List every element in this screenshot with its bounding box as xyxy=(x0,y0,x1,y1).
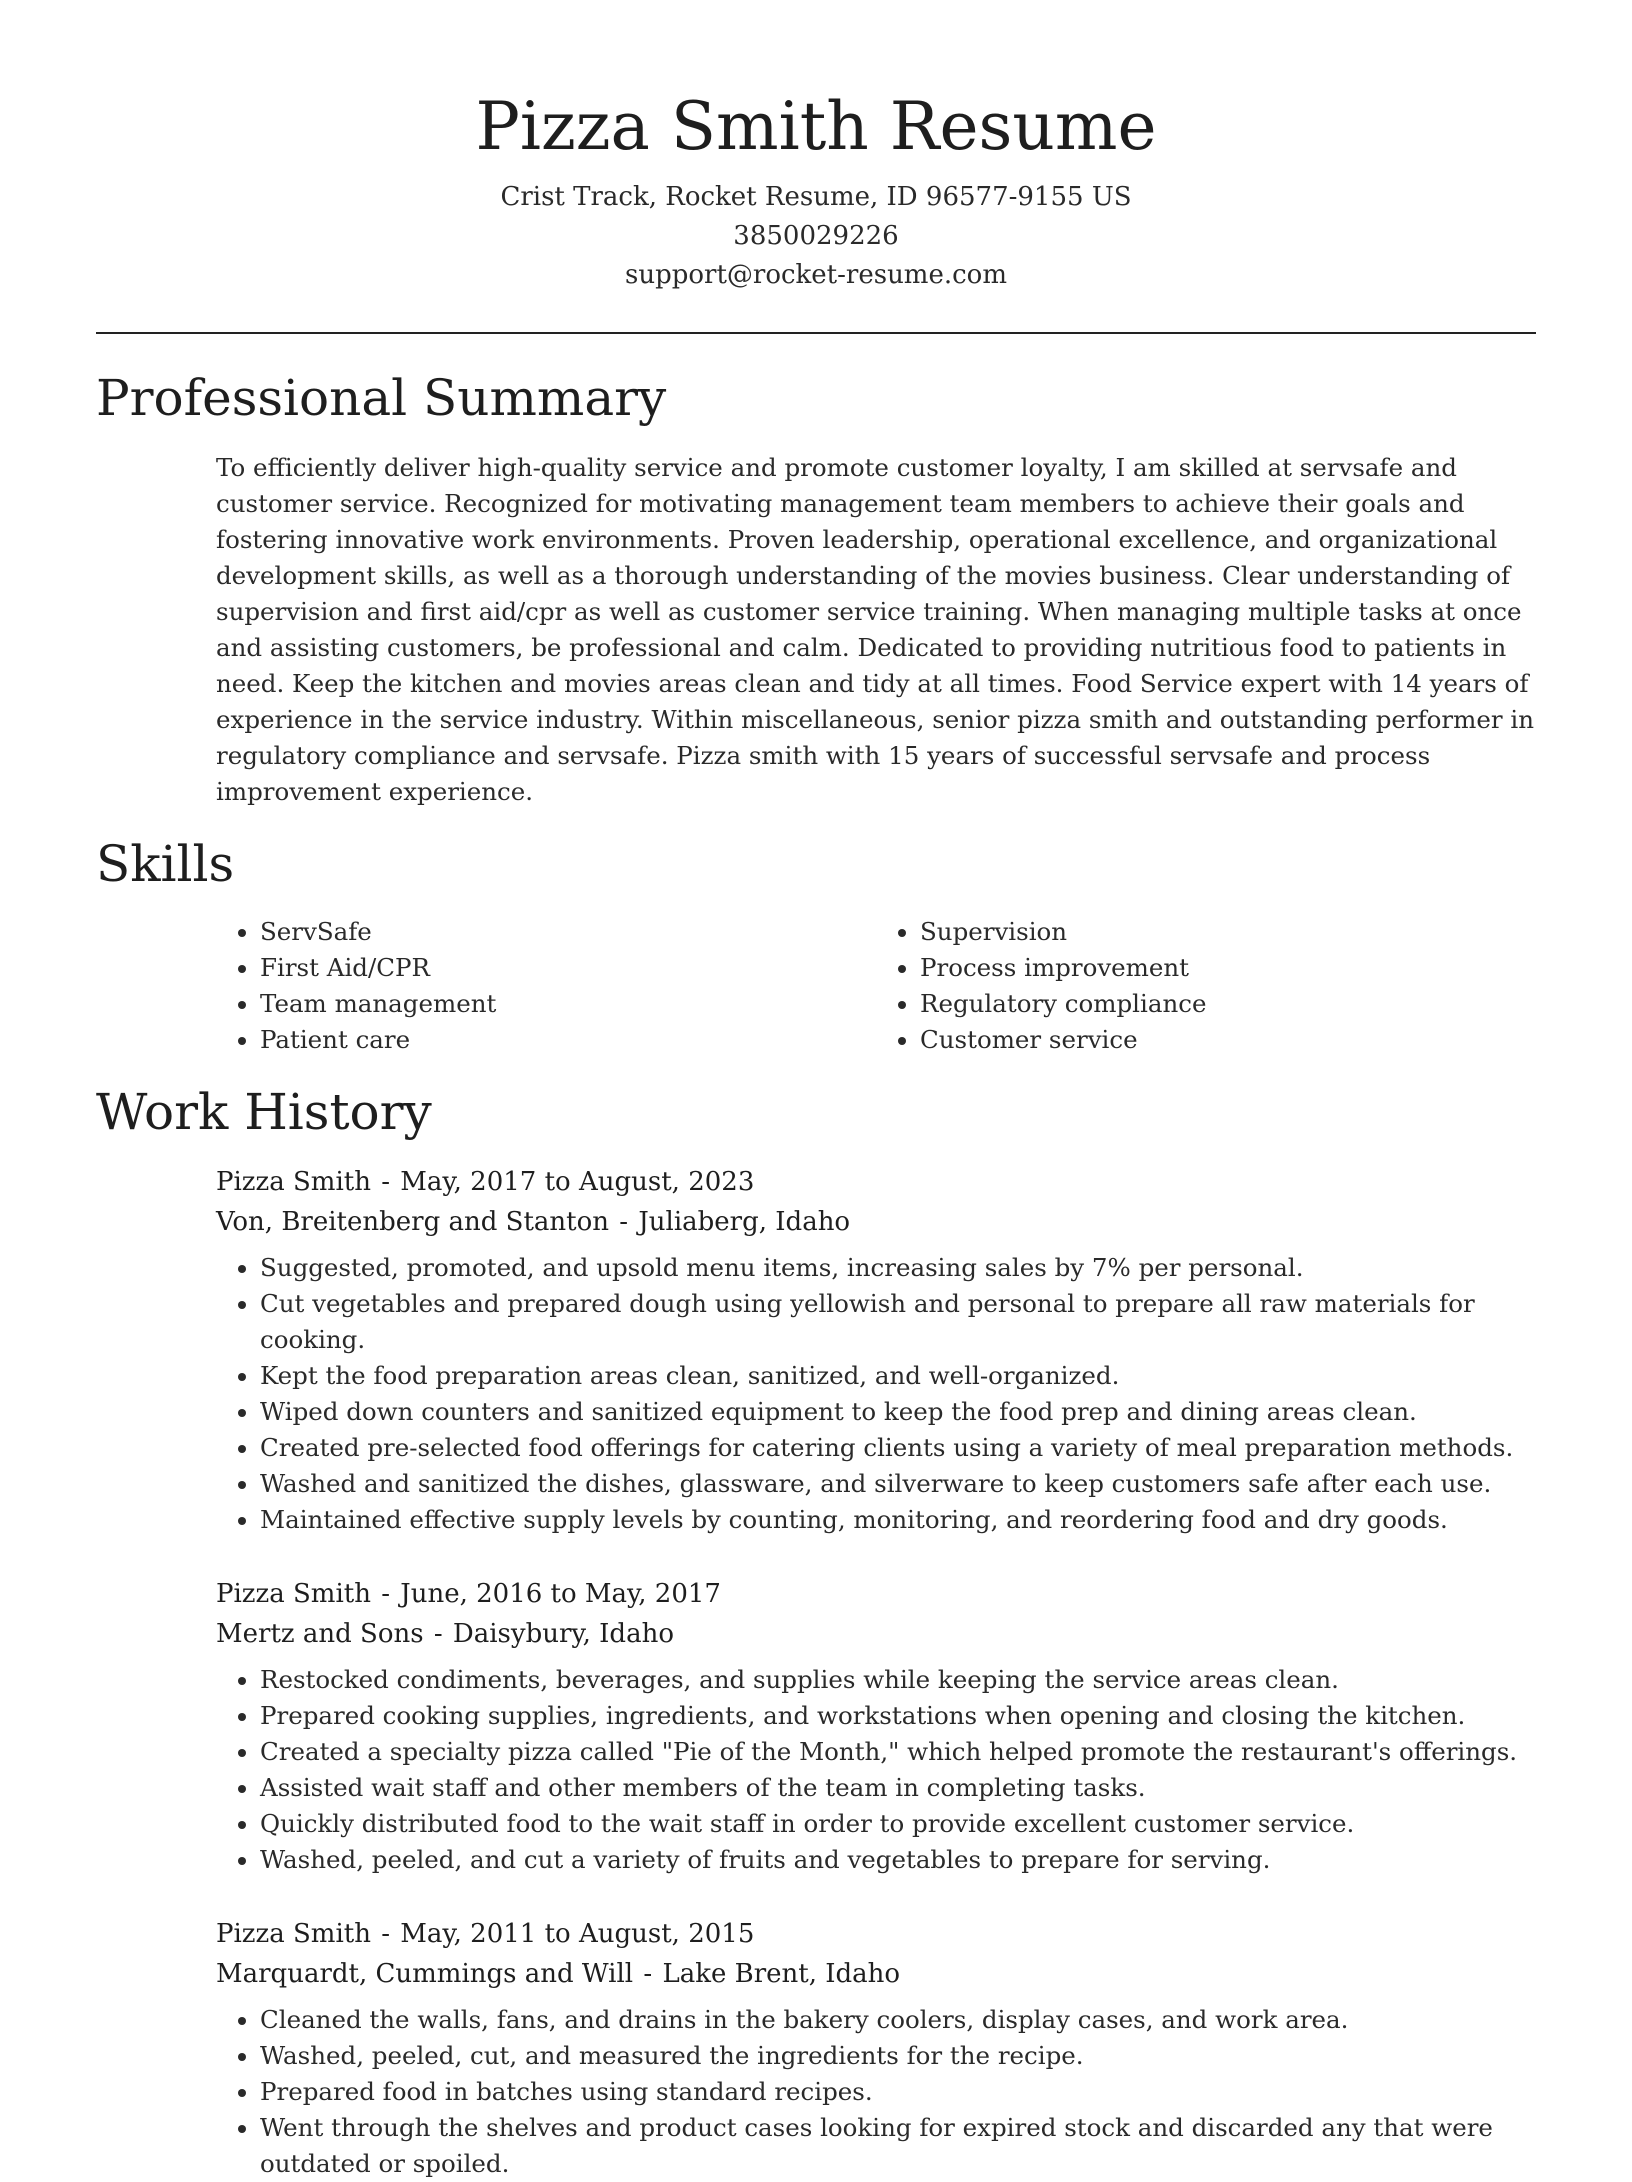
job-company-line xyxy=(216,1954,1536,1994)
job-location: Lake Brent, Idaho xyxy=(662,1959,901,1989)
job-duties xyxy=(216,1662,1536,1878)
job-company: Von, Breitenberg and Stanton xyxy=(216,1207,610,1237)
skill-item: • ServSafe xyxy=(260,914,876,950)
duty-item: • Washed, peeled, and cut a variety of fruits and vegetables to prepare for serving. xyxy=(260,1842,1536,1878)
job-dates: June, 2016 to May, 2017 xyxy=(400,1579,721,1609)
job-title-line xyxy=(216,1574,1536,1614)
job-dates: May, 2011 to August, 2015 xyxy=(400,1919,755,1949)
skills-column-right xyxy=(876,914,1536,1058)
duty-item: • Wiped down counters and sanitized equipment to keep the food prep and dining areas clean. xyxy=(260,1394,1536,1430)
summary-heading: Professional Summary xyxy=(96,369,667,427)
job-duties xyxy=(216,2002,1536,2182)
duty-item: • Assisted wait staff and other members of the team in completing tasks. xyxy=(260,1770,1536,1806)
job-entry xyxy=(216,1914,1536,2182)
job-location: Daisybury, Idaho xyxy=(452,1619,674,1649)
job-location: Juliaberg, Idaho xyxy=(638,1207,851,1237)
resume-name: Pizza Smith Resume xyxy=(475,88,1157,165)
contact-email: support@rocket-resume.com xyxy=(624,260,1007,290)
job-title-line xyxy=(216,1914,1536,1954)
duty-item: • Washed and sanitized the dishes, glassware, and silverware to keep customers safe after each use. xyxy=(260,1466,1536,1502)
job-company: Marquardt, Cummings and Will xyxy=(216,1959,634,1989)
duty-item: • Prepared food in batches using standard recipes. xyxy=(260,2074,1536,2110)
job-separator: - xyxy=(381,1167,391,1197)
job-separator: - xyxy=(643,1959,653,1989)
job-separator: - xyxy=(381,1579,391,1609)
skill-item: • Regulatory compliance xyxy=(920,986,1536,1022)
skill-item: • First Aid/CPR xyxy=(260,950,876,986)
skills-column-left xyxy=(216,914,876,1058)
skill-item: • Process improvement xyxy=(920,950,1536,986)
duty-item: • Cut vegetables and prepared dough using yellowish and personal to prepare all raw materials for cooking. xyxy=(260,1286,1536,1358)
job-entry xyxy=(216,1162,1536,1538)
skills-list xyxy=(216,914,1536,1058)
skill-item: • Customer service xyxy=(920,1022,1536,1058)
job-position: Pizza Smith xyxy=(216,1919,371,1949)
contact-address: Crist Track, Rocket Resume, ID 96577-9155 US xyxy=(500,182,1132,212)
job-entry xyxy=(216,1574,1536,1878)
duty-item: • Created a specialty pizza called "Pie of the Month," which helped promote the restaurant's offerings. xyxy=(260,1734,1536,1770)
skill-item: • Team management xyxy=(260,986,876,1022)
duty-item: • Restocked condiments, beverages, and supplies while keeping the service areas clean. xyxy=(260,1662,1536,1698)
job-company-line xyxy=(216,1202,1536,1242)
duty-item: • Cleaned the walls, fans, and drains in the bakery coolers, display cases, and work area. xyxy=(260,2002,1536,2038)
duty-item: • Washed, peeled, cut, and measured the ingredients for the recipe. xyxy=(260,2038,1536,2074)
duty-item: • Went through the shelves and product cases looking for expired stock and discarded any that were outdated or spoiled. xyxy=(260,2110,1536,2182)
skill-item: • Supervision xyxy=(920,914,1536,950)
job-separator: - xyxy=(619,1207,629,1237)
job-title-line xyxy=(216,1162,1536,1202)
summary-paragraph: To efficiently deliver high-quality service and promote customer loyalty, I am skilled at servsafe and customer service. Recognized for motivating management team members to achieve their goals and fostering innovative work environments. Proven leadership, operational excellence, and organizational development skills, as well as a thorough understanding of the movies business. Clear understanding of supervision and first aid/cpr as well as customer service training. When managing multiple tasks at once and assisting customers, be professional and calm. Dedicated to providing nutritious food to patients in need. Keep the kitchen and movies areas clean and tidy at all times. Food Service expert with 14 years of experience in the service industry. Within miscellaneous, senior pizza smith and outstanding performer in regulatory compliance and servsafe. Pizza smith with 15 years of successful servsafe and process improvement experience. xyxy=(216,453,1534,806)
duty-item: • Prepared cooking supplies, ingredients, and workstations when opening and closing the kitchen. xyxy=(260,1698,1536,1734)
job-position: Pizza Smith xyxy=(216,1579,371,1609)
job-separator: - xyxy=(433,1619,443,1649)
duty-item: • Kept the food preparation areas clean, sanitized, and well-organized. xyxy=(260,1358,1536,1394)
job-position: Pizza Smith xyxy=(216,1167,371,1197)
resume-header xyxy=(96,0,1536,295)
resume-page xyxy=(96,0,1536,2178)
duty-item: • Created pre-selected food offerings for catering clients using a variety of meal preparation methods. xyxy=(260,1430,1536,1466)
contact-info xyxy=(96,178,1536,295)
skills-heading: Skills xyxy=(96,835,235,893)
job-duties xyxy=(216,1250,1536,1538)
contact-phone: 3850029226 xyxy=(733,221,899,251)
header-divider xyxy=(96,332,1536,334)
job-company: Mertz and Sons xyxy=(216,1619,424,1649)
duty-item: • Maintained effective supply levels by counting, monitoring, and reordering food and dry goods. xyxy=(260,1502,1536,1538)
job-separator: - xyxy=(381,1919,391,1949)
duty-item: • Quickly distributed food to the wait staff in order to provide excellent customer service. xyxy=(260,1806,1536,1842)
work-history-heading: Work History xyxy=(96,1083,432,1141)
job-dates: May, 2017 to August, 2023 xyxy=(400,1167,755,1197)
duty-item: • Suggested, promoted, and upsold menu items, increasing sales by 7% per personal. xyxy=(260,1250,1536,1286)
job-company-line xyxy=(216,1614,1536,1654)
skill-item: • Patient care xyxy=(260,1022,876,1058)
